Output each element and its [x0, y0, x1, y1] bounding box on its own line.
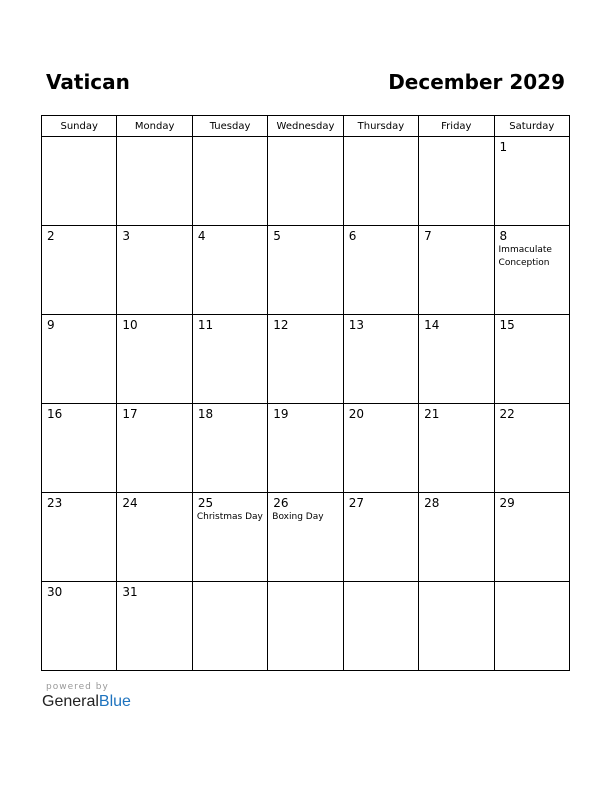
day-cell	[42, 582, 117, 671]
day-number: 8	[499, 229, 508, 243]
day-number: 25	[197, 496, 214, 510]
day-cell	[419, 582, 494, 671]
day-cell	[494, 137, 569, 226]
day-number: 21	[424, 407, 440, 421]
weekday-thursday: Thursday	[343, 116, 418, 137]
day-number: 18	[197, 407, 214, 421]
day-cell	[117, 493, 192, 582]
day-cell	[268, 226, 343, 315]
day-cell	[268, 315, 343, 404]
day-cell	[268, 493, 343, 582]
brand-blue: Blue	[98, 693, 131, 710]
day-cell	[494, 582, 569, 671]
weekday-friday: Friday	[419, 116, 494, 137]
week-row	[42, 137, 570, 226]
day-number: 26	[273, 496, 289, 510]
day-cell	[117, 137, 192, 226]
day-number: 24	[122, 496, 138, 510]
holiday-label: Immaculate Conception	[498, 245, 552, 268]
day-number: 6	[348, 229, 357, 243]
day-cell	[42, 493, 117, 582]
day-number: 12	[273, 318, 289, 332]
generalblue-logo[interactable]	[42, 693, 131, 711]
day-number: 22	[499, 407, 515, 421]
day-cell	[192, 315, 267, 404]
day-cell	[42, 404, 117, 493]
day-cell	[494, 315, 569, 404]
day-cell	[343, 493, 418, 582]
day-number: 28	[424, 496, 440, 510]
day-cell	[42, 315, 117, 404]
powered-by-text: powered by	[46, 682, 109, 692]
day-cell	[268, 404, 343, 493]
weekday-monday: Monday	[117, 116, 192, 137]
day-number: 16	[47, 407, 63, 421]
day-number: 23	[47, 496, 63, 510]
week-row	[42, 226, 570, 315]
day-cell	[192, 226, 267, 315]
month-title: December 2029	[388, 70, 565, 94]
weekday-saturday: Saturday	[494, 116, 569, 137]
day-cell	[117, 404, 192, 493]
week-row	[42, 404, 570, 493]
calendar-grid	[41, 115, 570, 671]
week-row	[42, 315, 570, 404]
day-cell	[494, 226, 569, 315]
day-number: 2	[47, 229, 55, 243]
day-number: 3	[122, 229, 131, 243]
weekday-header-row	[42, 116, 570, 137]
week-row	[42, 582, 570, 671]
day-number: 7	[424, 229, 432, 243]
weekday-sunday: Sunday	[42, 116, 117, 137]
day-number: 17	[122, 407, 138, 421]
day-cell	[42, 226, 117, 315]
day-cell	[419, 137, 494, 226]
day-number: 5	[273, 229, 281, 243]
weekday-tuesday: Tuesday	[192, 116, 267, 137]
day-cell	[117, 582, 192, 671]
day-cell	[419, 404, 494, 493]
day-number: 9	[47, 318, 55, 332]
holiday-label: Christmas Day	[196, 512, 263, 522]
day-cell	[343, 315, 418, 404]
day-number: 14	[424, 318, 440, 332]
day-number: 20	[348, 407, 364, 421]
brand-general: General	[42, 693, 99, 710]
day-cell	[192, 493, 267, 582]
day-cell	[192, 137, 267, 226]
weekday-wednesday: Wednesday	[268, 116, 343, 137]
day-number: 13	[348, 318, 364, 332]
day-cell	[192, 404, 267, 493]
day-cell	[419, 226, 494, 315]
day-number: 10	[122, 318, 138, 332]
week-row	[42, 493, 570, 582]
day-cell	[268, 137, 343, 226]
day-cell	[343, 582, 418, 671]
day-cell	[117, 315, 192, 404]
country-title: Vatican	[46, 70, 130, 94]
day-cell	[419, 493, 494, 582]
holiday-label: Boxing Day	[272, 512, 324, 522]
day-number: 19	[273, 407, 289, 421]
day-cell	[42, 137, 117, 226]
day-number: 27	[348, 496, 364, 510]
day-number: 1	[499, 140, 508, 154]
day-cell	[494, 493, 569, 582]
day-number: 31	[122, 585, 138, 599]
day-number: 30	[47, 585, 63, 599]
day-cell	[343, 404, 418, 493]
day-cell	[419, 315, 494, 404]
day-cell	[494, 404, 569, 493]
day-cell	[343, 226, 418, 315]
day-cell	[268, 582, 343, 671]
day-number: 15	[499, 318, 515, 332]
day-number: 11	[197, 318, 214, 332]
day-number: 4	[197, 229, 206, 243]
day-cell	[117, 226, 192, 315]
day-cell	[192, 582, 267, 671]
day-cell	[343, 137, 418, 226]
day-number: 29	[499, 496, 515, 510]
